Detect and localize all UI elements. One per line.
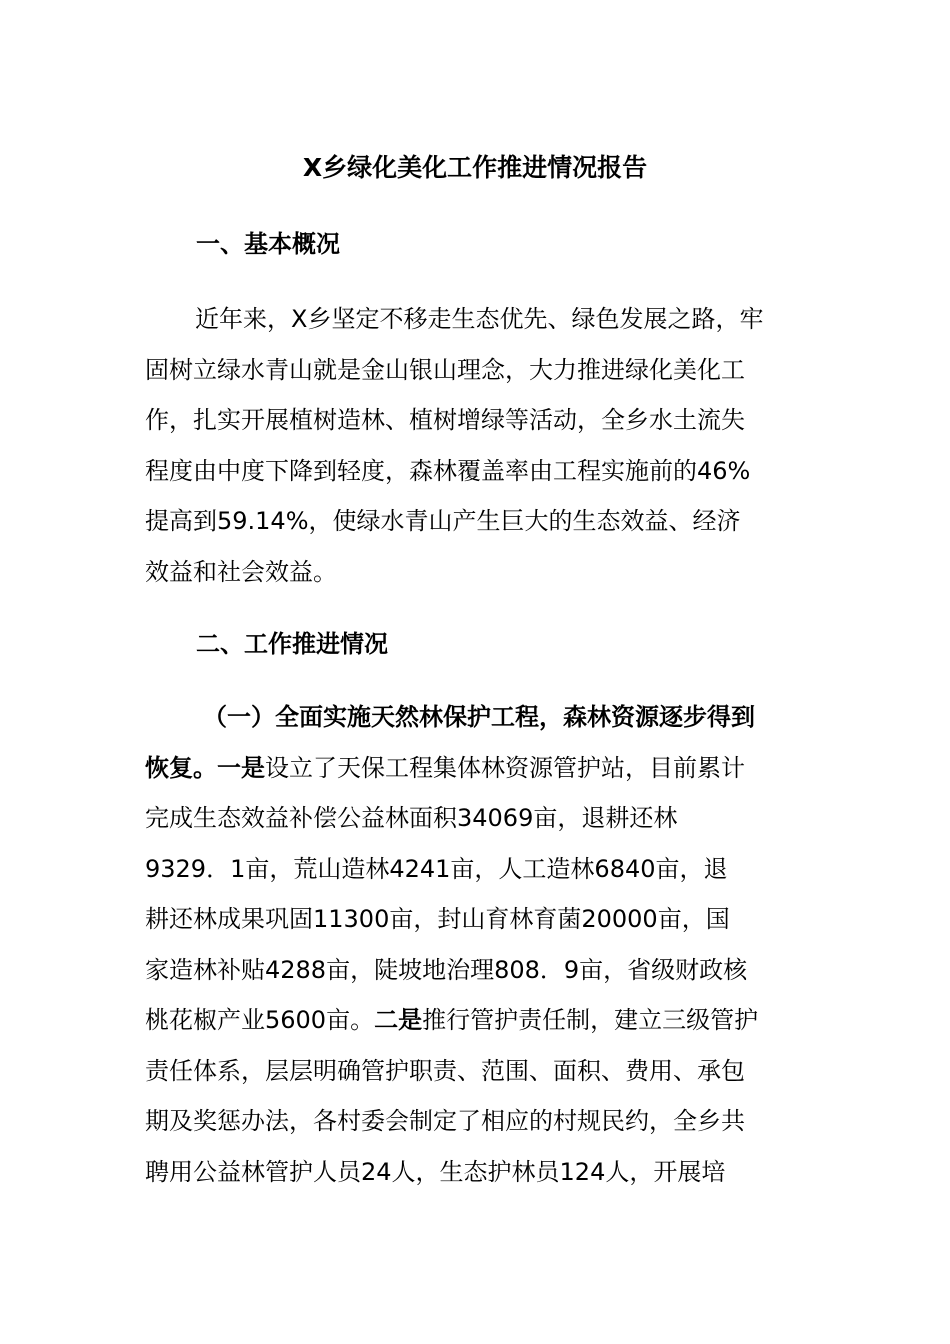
paragraph-text: 桃花椒产业5600亩。 [145, 1006, 375, 1034]
paragraph-overview [145, 294, 810, 597]
paragraph-line: 效益和社会效益。 [145, 557, 337, 586]
paragraph-line [145, 692, 810, 743]
subsection-heading-end: 恢复。 [145, 753, 217, 782]
section-heading-progress: 二、工作推进情况 [196, 630, 388, 658]
paragraph-line: 作，扎实开展植树造林、植树增绿等活动，全乡水土流失 [145, 406, 745, 434]
paragraph-line: 家造林补贴4288亩，陡坡地治理808．9亩，省级财政核 [145, 955, 748, 984]
document-title: X乡绿化美化工作推进情况报告 [302, 153, 648, 182]
paragraph-line: 固树立绿水青山就是金山银山理念，大力推进绿化美化工 [145, 355, 745, 384]
item-marker: 二是 [374, 1006, 423, 1034]
paragraph-line [145, 743, 810, 794]
paragraph-line: 提高到59.14%，使绿水青山产生巨大的生态效益、经济 [145, 507, 741, 535]
paragraph-line [145, 995, 810, 1046]
paragraph-forest-protection [145, 692, 810, 1197]
section-heading-overview: 一、基本概况 [196, 230, 340, 258]
paragraph-text: 推行管护责任制，建立三级管护 [422, 1006, 759, 1034]
paragraph-line: 完成生态效益补偿公益林面积34069亩，退耕还林 [145, 804, 678, 832]
item-marker: 一是 [217, 753, 265, 782]
paragraph-line: 期及奖惩办法，各村委会制定了相应的村规民约，全乡共 [145, 1107, 745, 1135]
paragraph-line: 程度由中度下降到轻度，森林覆盖率由工程实施前的46% [145, 456, 751, 485]
paragraph-text: 设立了天保工程集体林资源管护站，目前累计 [265, 753, 745, 782]
paragraph-line: 耕还林成果巩固11300亩，封山育林育菌20000亩，国 [145, 905, 730, 933]
paragraph-line: 近年来，X乡坚定不移走生态优先、绿色发展之路，牢 [195, 305, 764, 333]
paragraph-line: 责任体系，层层明确管护职责、范围、面积、费用、承包 [145, 1056, 745, 1085]
paragraph-line: 9329．1亩，荒山造林4241亩，人工造林6840亩，退 [145, 854, 728, 883]
subsection-heading: （一）全面实施天然林保护工程，森林资源逐步得到 [203, 703, 755, 731]
paragraph-line: 聘用公益林管护人员24人，生态护林员124人，开展培 [145, 1157, 726, 1186]
